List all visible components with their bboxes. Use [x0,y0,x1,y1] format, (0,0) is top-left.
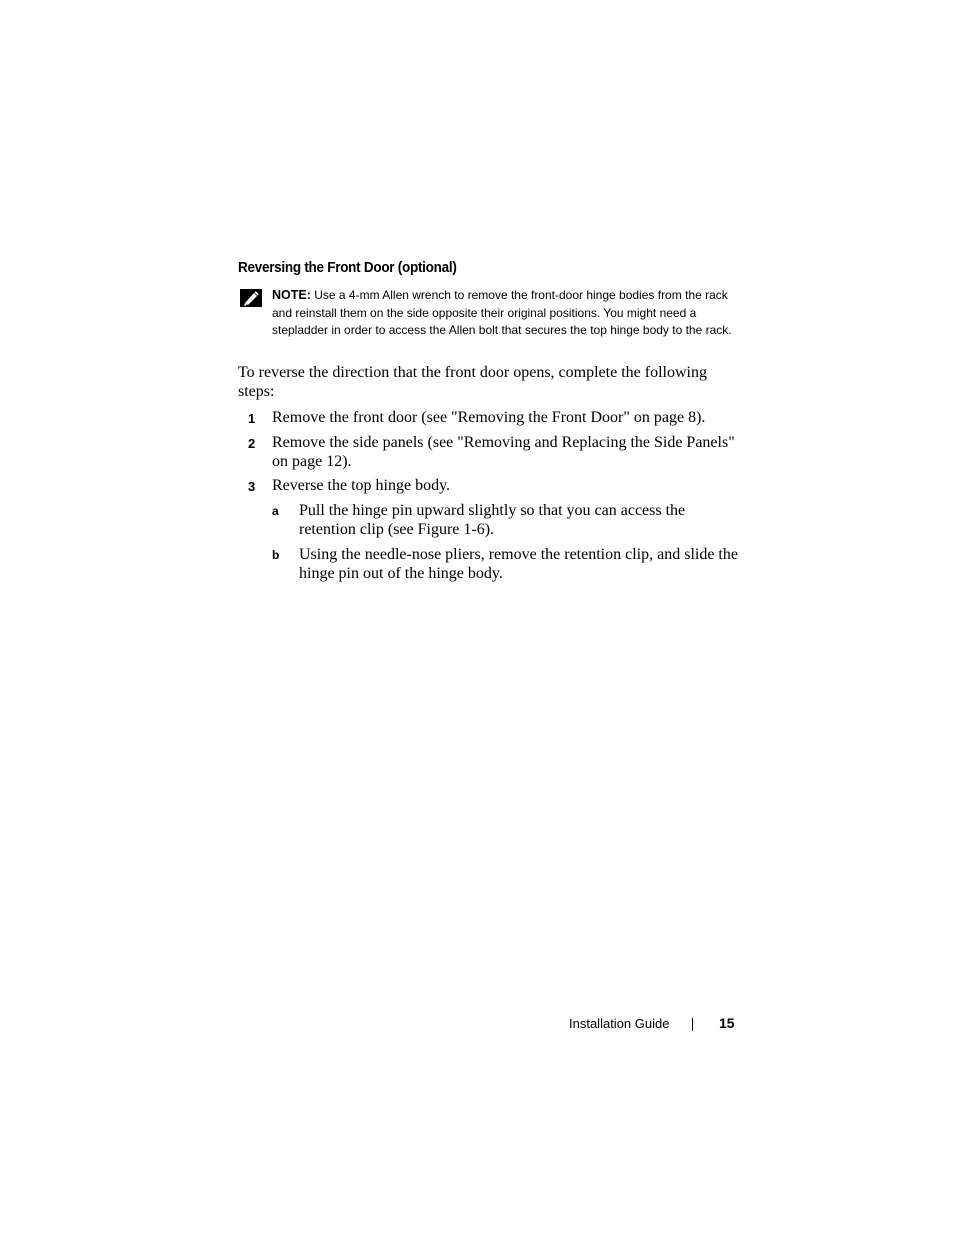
substep-letter: b [272,548,280,562]
list-item-step-1 [248,408,748,427]
substep-text: Pull the hinge pin upward slightly so that you can access the retention clip (see Figure 1-6). [299,502,686,538]
intro-paragraph: To reverse the direction that the front door opens, complete the following steps: [238,364,707,400]
step-text: Reverse the top hinge body. [272,477,451,494]
list-item-step-3 [248,476,748,495]
substep-letter: a [272,504,279,518]
pencil-note-icon [239,288,263,308]
step-number: 3 [248,479,256,494]
footer-separator [692,1018,693,1031]
page-number: 15 [719,1015,735,1031]
list-item-substep-a [272,501,742,539]
list-item-substep-b [272,545,742,583]
note-label: NOTE: [272,288,311,302]
step-text: Remove the front door (see "Removing the Front Door" on page 8). [272,409,706,426]
section-heading: Reversing the Front Door (optional) [238,259,457,276]
substep-text: Using the needle-nose pliers, remove the retention clip, and slide the hinge pin out of the hinge body. [299,546,738,582]
list-item-step-2 [248,433,748,471]
note-block [272,287,740,340]
step-number: 2 [248,436,256,451]
step-text: Remove the side panels (see "Removing and Replacing the Side Panels" on page 12). [272,434,735,470]
step-number: 1 [248,411,256,426]
note-text: Use a 4-mm Allen wrench to remove the front-door hinge bodies from the rack and reinstall them on the side opposite their original positions. You might need a stepladder in order to access the Allen bolt that secures the top hinge body to the rack. [272,288,732,337]
footer-title: Installation Guide [569,1016,670,1031]
